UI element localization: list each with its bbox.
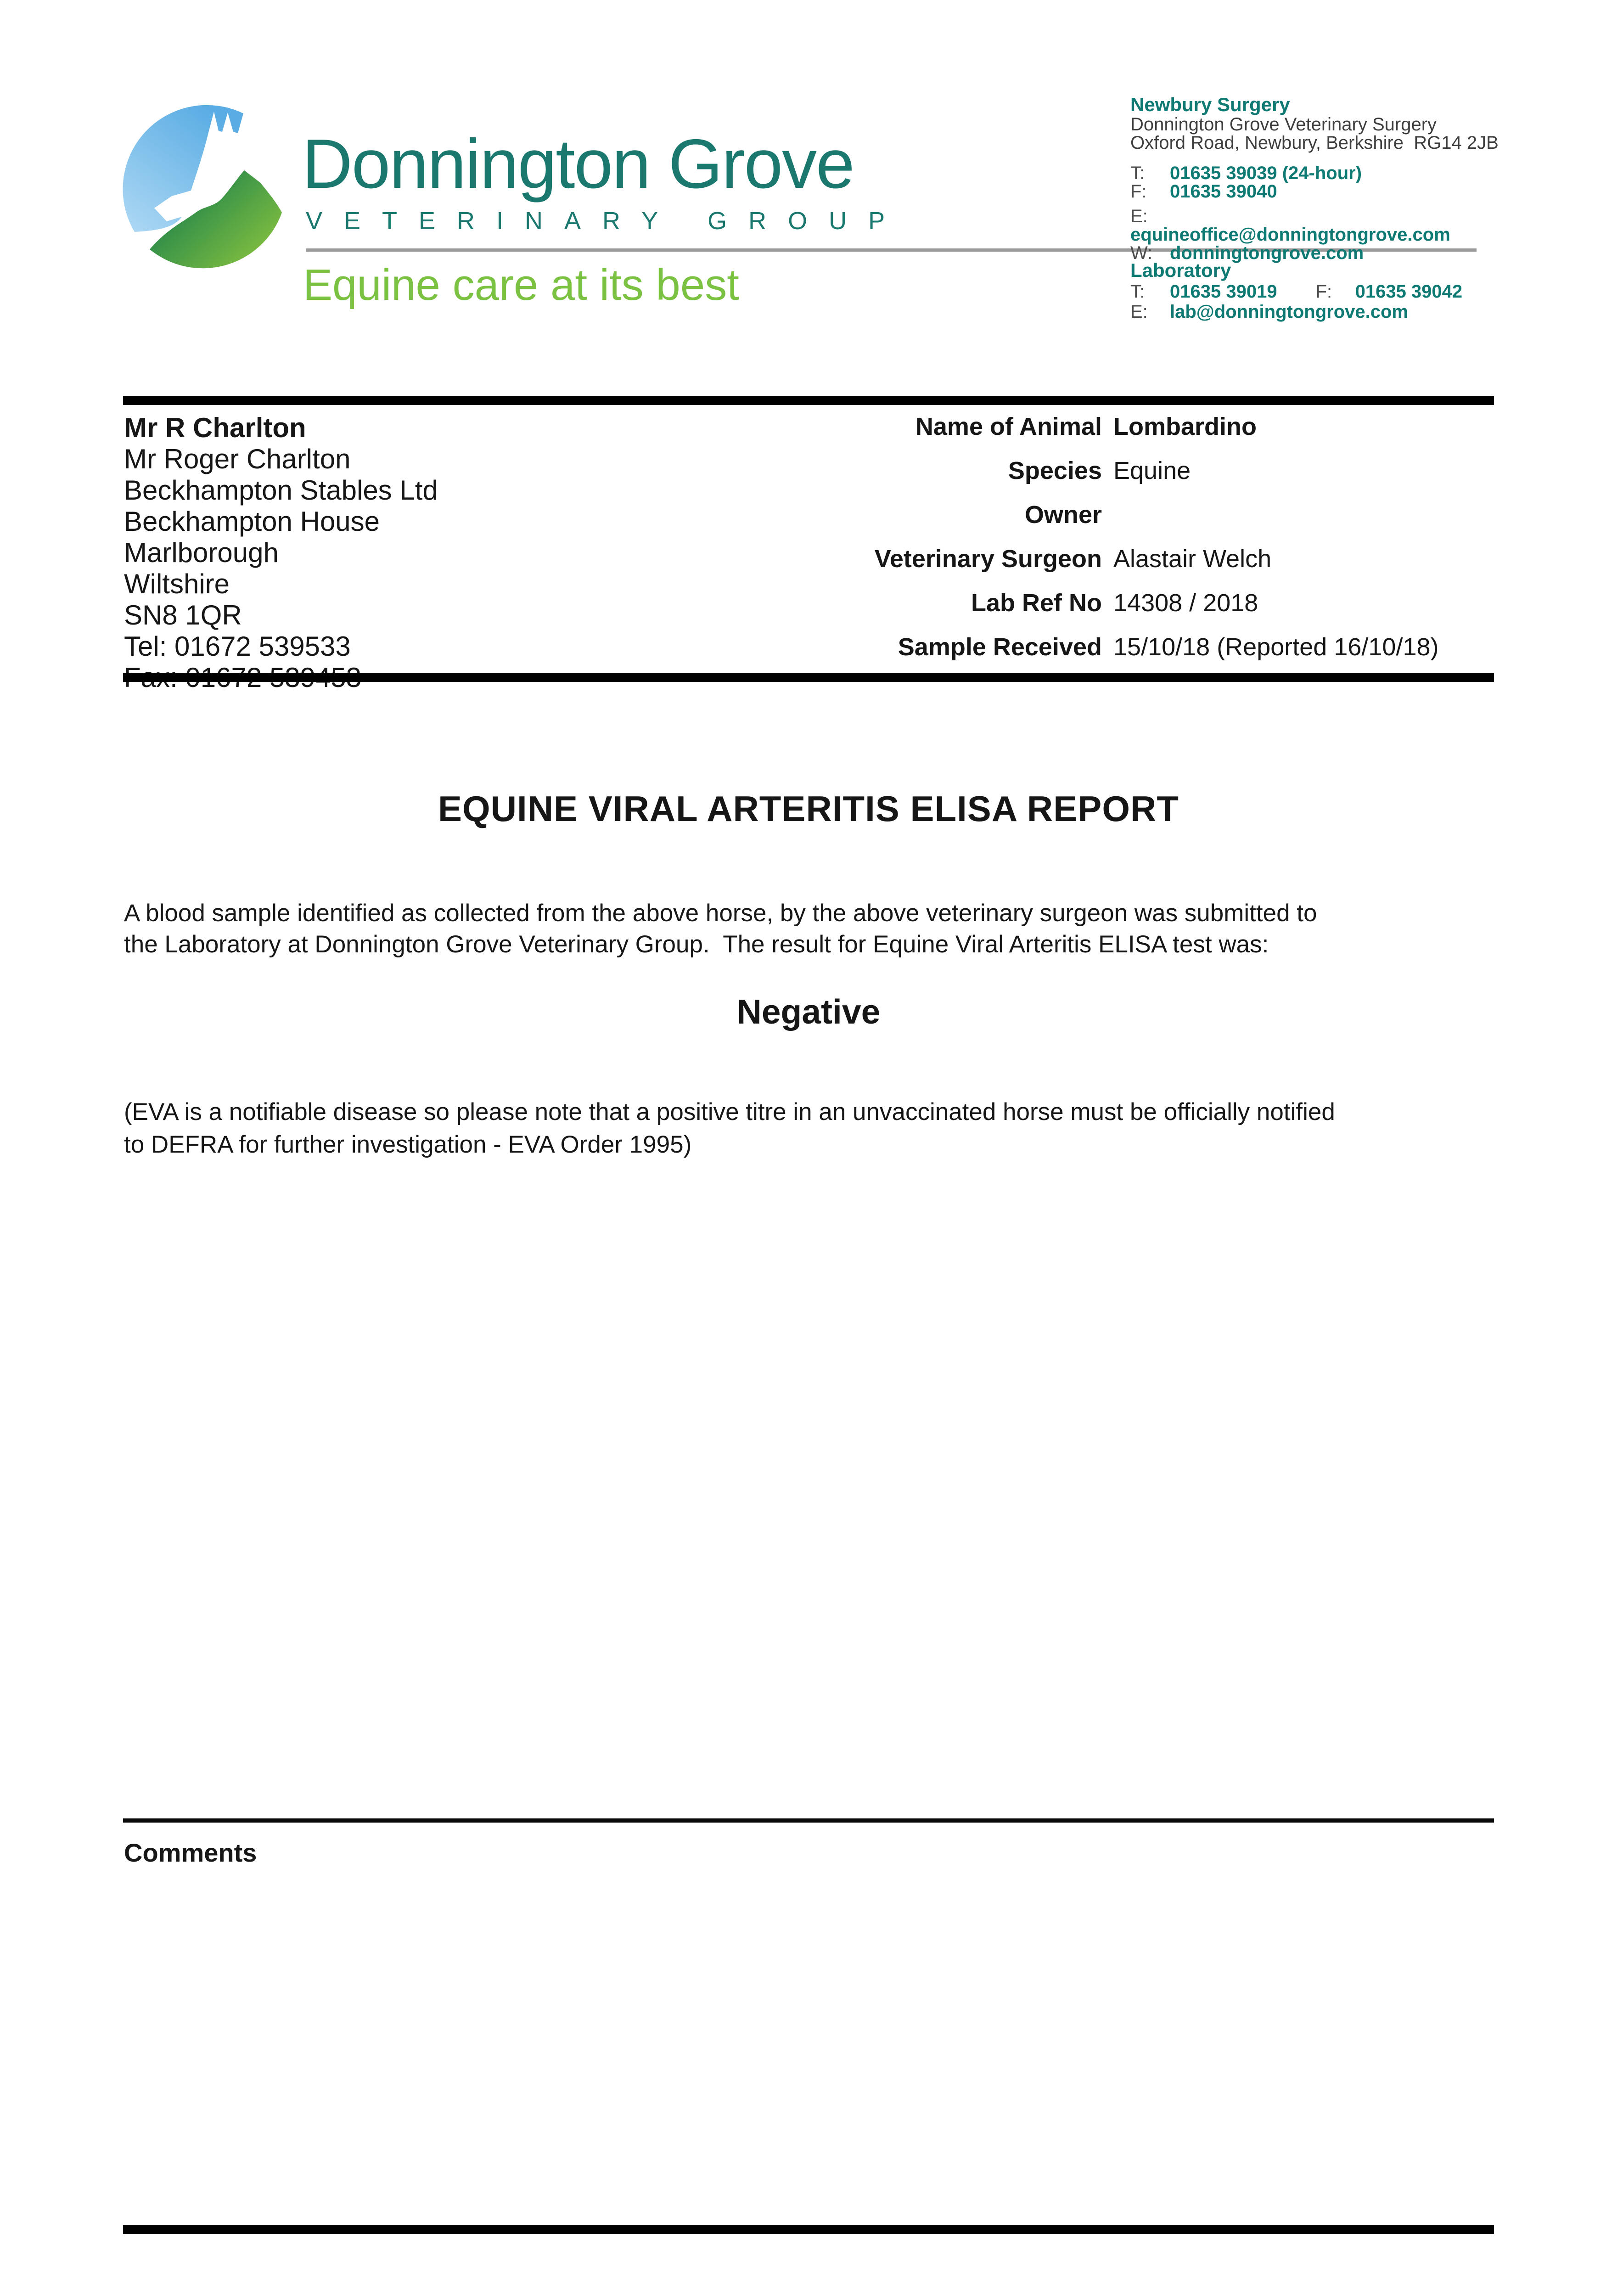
surgery-fax: 01635 39040 [1170, 181, 1277, 202]
detail-label: Species [1008, 457, 1102, 484]
section-bar-top [123, 396, 1494, 405]
recipient-line: Beckhampton House [124, 506, 380, 537]
laboratory-email: lab@donningtongrove.com [1170, 302, 1408, 322]
fax-label: F: [1315, 281, 1332, 302]
surgery-email: equineoffice@donningtongrove.com [1130, 225, 1450, 245]
recipient-line: Wiltshire [124, 568, 230, 599]
animal-name-value: Lombardino [1113, 413, 1257, 440]
notifiable-disease-note [124, 1096, 1501, 1161]
note-line: to DEFRA for further investigation - EVA Order 1995) [124, 1131, 692, 1158]
recipient-line: Marlborough [124, 537, 279, 568]
surgery-address-line1: Donnington Grove Veterinary Surgery [1130, 114, 1437, 135]
phone-label: T: [1130, 281, 1145, 302]
table-row [588, 412, 1488, 456]
surgery-phone-row [1130, 164, 1484, 182]
email-label: E: [1130, 302, 1148, 322]
surgery-email-row [1130, 207, 1484, 244]
body-line: A blood sample identified as collected from the above horse, by the above veterinary surgeon was submitted to [124, 900, 1317, 927]
table-row [588, 501, 1488, 545]
report-title: EQUINE VIRAL ARTERITIS ELISA REPORT [438, 788, 1179, 829]
logo-wordmark: Donnington Grove [302, 125, 854, 203]
email-label: E: [1130, 206, 1148, 226]
laboratory-email-row [1130, 302, 1484, 322]
detail-label: Name of Animal [915, 413, 1102, 440]
lab-ref-value: 14308 / 2018 [1113, 589, 1258, 617]
recipient-line: Mr Roger Charlton [124, 444, 351, 474]
sample-received-value: 15/10/18 (Reported 16/10/18) [1113, 633, 1439, 661]
recipient-phone-line: Tel: 01672 539533 [124, 631, 351, 662]
laboratory-phone: 01635 39019 [1170, 281, 1277, 302]
recipient-name: Mr R Charlton [124, 412, 306, 443]
detail-label: Owner [1024, 501, 1102, 529]
recipient-line: Beckhampton Stables Ltd [124, 475, 438, 506]
section-bar-middle [123, 673, 1494, 682]
section-bar-bottom [123, 2225, 1494, 2234]
table-row [588, 589, 1488, 633]
laboratory-phone-fax-row [1130, 281, 1484, 302]
web-label: W: [1130, 243, 1153, 263]
detail-label: Lab Ref No [971, 589, 1102, 617]
laboratory-fax: 01635 39042 [1355, 281, 1463, 302]
comments-heading: Comments [124, 1838, 257, 1867]
fax-label: F: [1130, 181, 1147, 202]
surgery-fax-row [1130, 182, 1484, 201]
comments-divider-rule [123, 1818, 1494, 1823]
surgery-title: Newbury Surgery [1130, 94, 1290, 115]
surgery-website: donningtongrove.com [1170, 243, 1364, 263]
laboratory-title: Laboratory [1130, 259, 1231, 281]
detail-label: Veterinary Surgeon [874, 545, 1102, 573]
contact-block-laboratory [1130, 259, 1484, 322]
phone-label: T: [1130, 163, 1145, 183]
table-row [588, 456, 1488, 501]
logo-subtitle: VETERINARY GROUP [306, 207, 907, 235]
vet-surgeon-value: Alastair Welch [1113, 545, 1272, 573]
recipient-line: SN8 1QR [124, 600, 242, 630]
surgery-address-line2: Oxford Road, Newbury, Berkshire RG14 2JB [1130, 133, 1499, 153]
report-body-paragraph [124, 898, 1501, 960]
logo-tagline: Equine care at its best [303, 260, 739, 310]
table-row [588, 633, 1488, 677]
sample-details-table [588, 412, 1488, 677]
note-line: (EVA is a notifiable disease so please note that a positive titre in an unvaccinated horse must be officially notified [124, 1098, 1335, 1125]
contact-block-newbury [1130, 94, 1499, 263]
body-line: the Laboratory at Donnington Grove Veterinary Group. The result for Equine Viral Arteritis ELISA test was: [124, 931, 1269, 958]
logo-horse-icon [123, 90, 295, 298]
table-row [588, 545, 1488, 589]
species-value: Equine [1113, 457, 1191, 484]
test-result: Negative [736, 992, 881, 1031]
surgery-phone: 01635 39039 (24-hour) [1170, 163, 1362, 183]
detail-label: Sample Received [898, 633, 1102, 661]
